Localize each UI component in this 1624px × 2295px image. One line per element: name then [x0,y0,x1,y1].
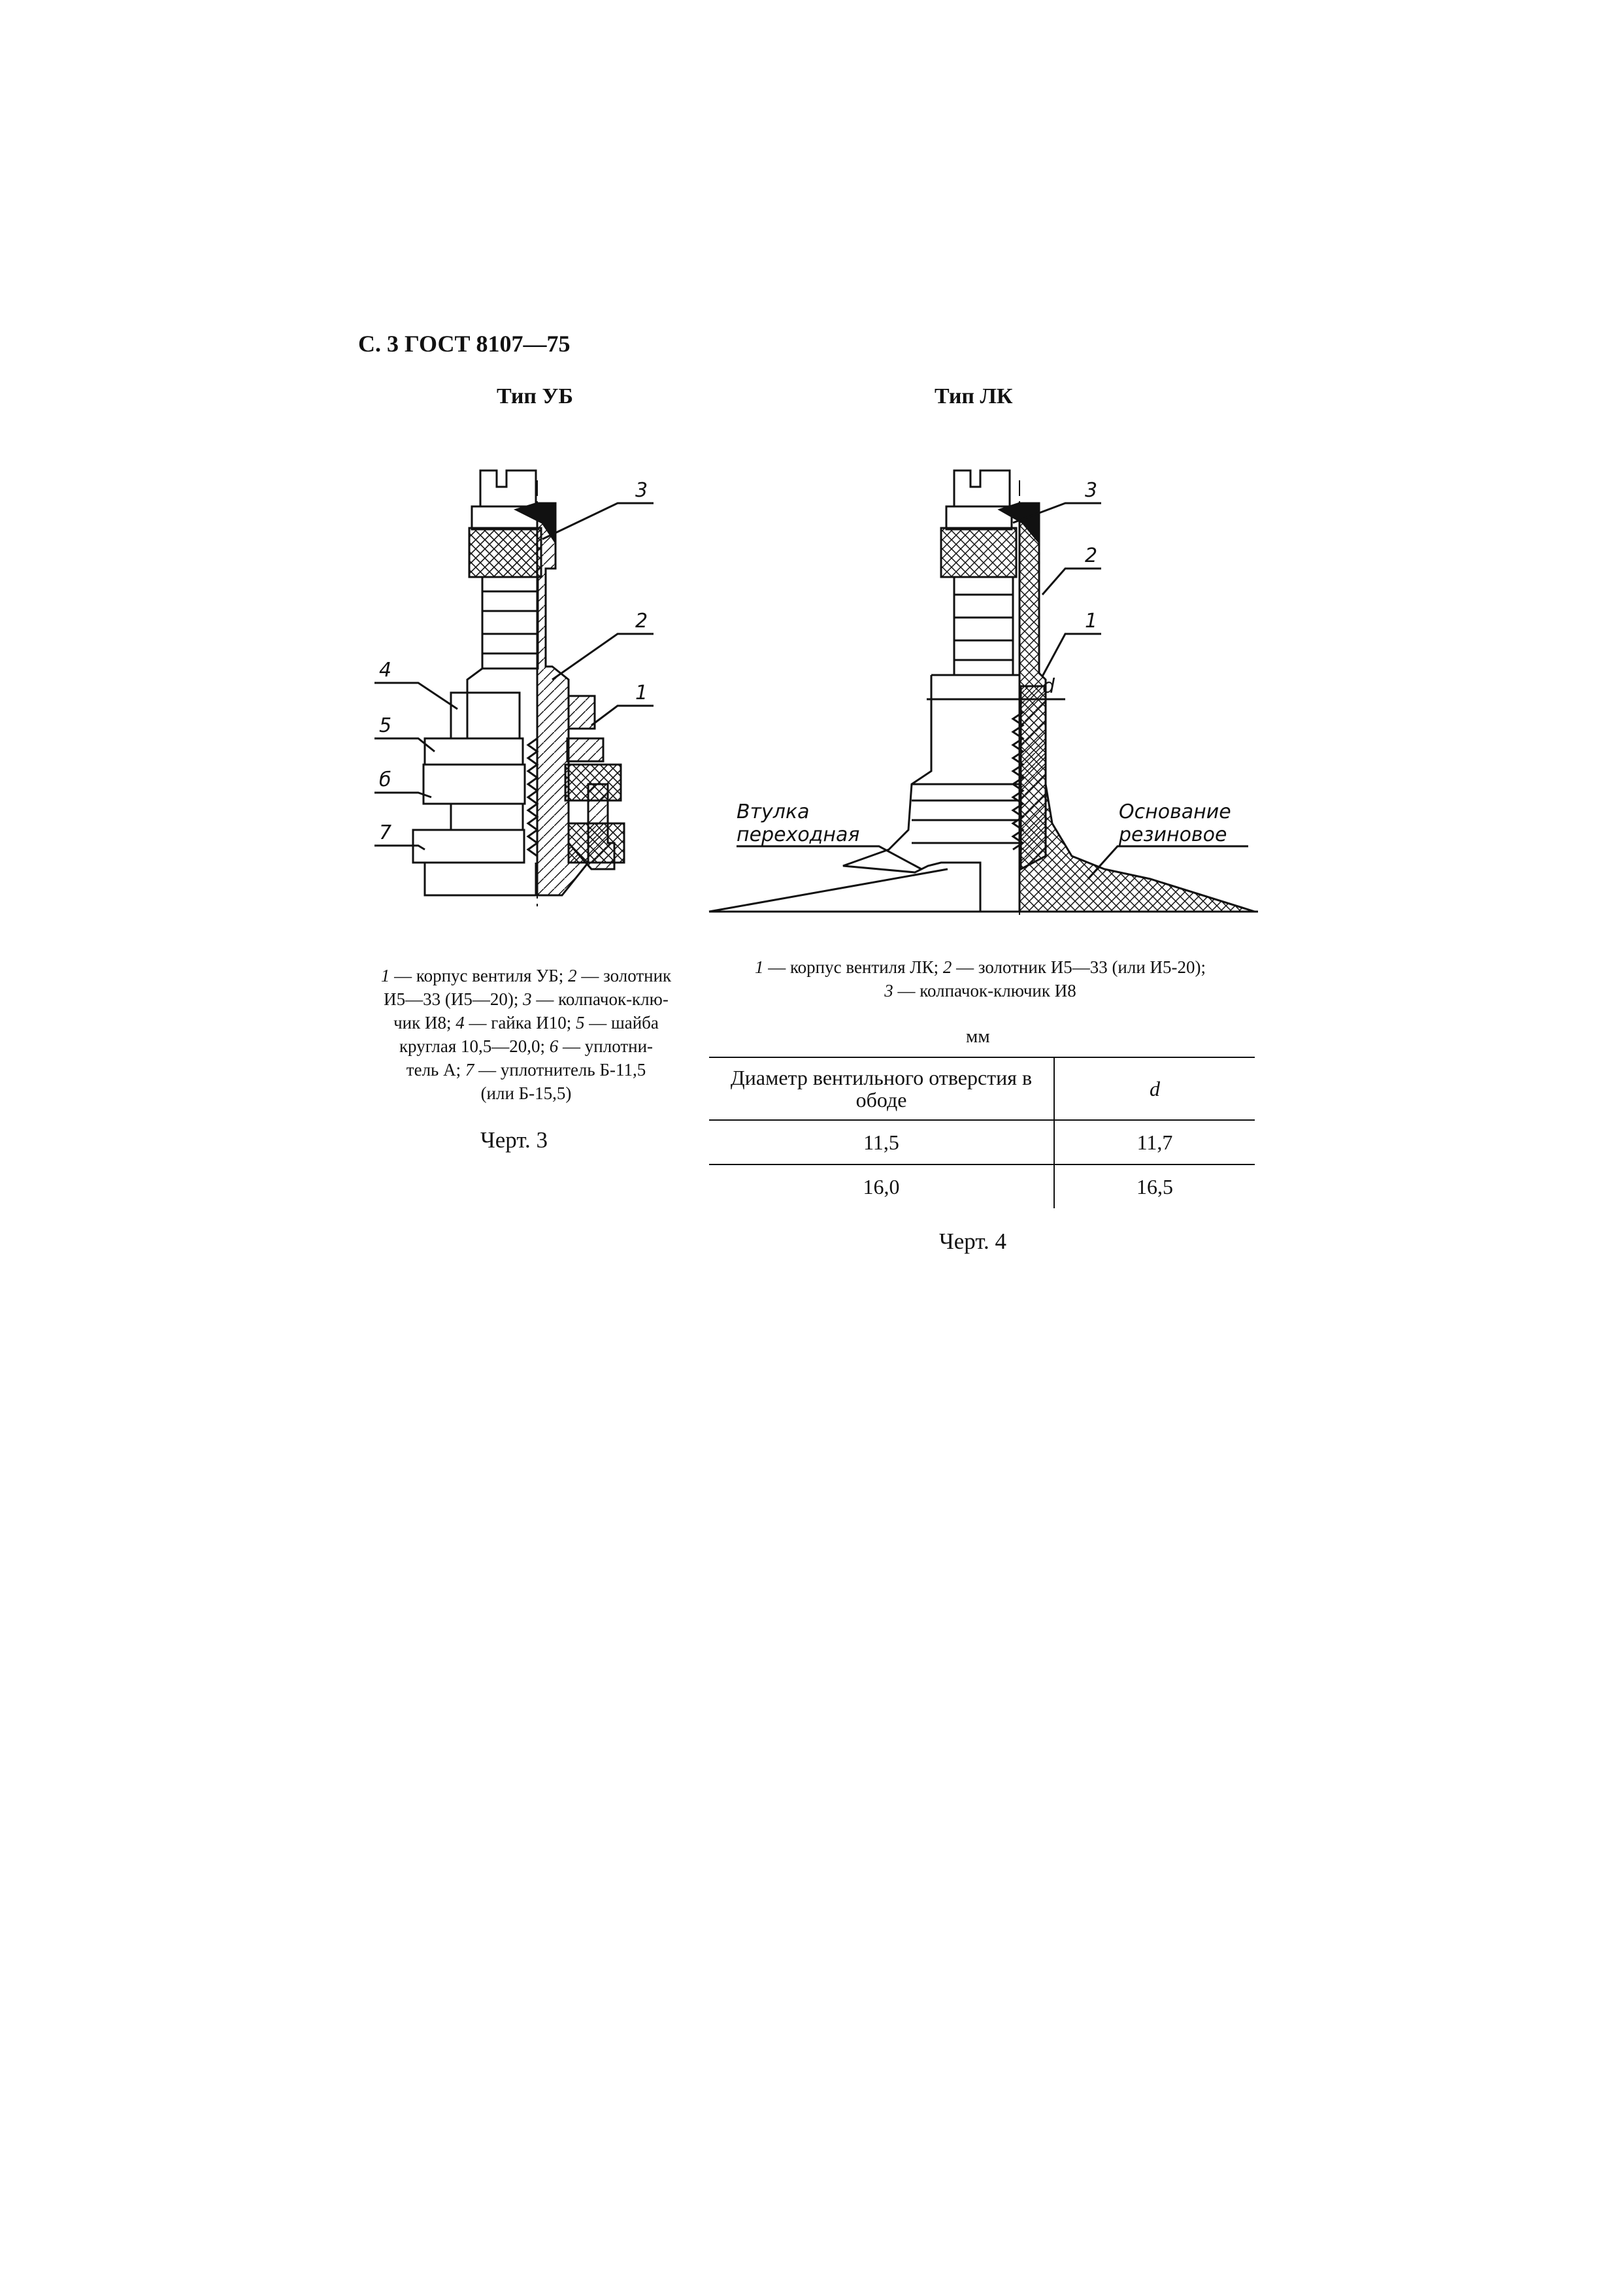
caption-item-number: 2 [942,957,952,977]
table-cell: 16,0 [709,1164,1054,1208]
label-bushing-line2: переходная [737,823,860,846]
caption-item-number: 5 [575,1013,585,1032]
callout-1-lk: 1 [1085,610,1098,633]
callout-5: 5 [379,714,392,737]
table-header-row [709,1057,1255,1120]
caption-text: круглая 10,5—20,0; [399,1036,550,1056]
caption-text: — шайба [584,1013,659,1032]
caption-item-number: 2 [568,966,577,985]
figure-4-label: Черт. 4 [939,1229,1006,1254]
callout-3-lk: 3 [1085,479,1098,502]
caption-line [366,964,686,987]
label-base-line2: резиновое [1119,823,1227,846]
callout-2: 2 [635,610,648,633]
callout-2-lk: 2 [1085,544,1098,567]
callout-4: 4 [379,659,392,682]
caption-line [366,1011,686,1034]
caption-text: — гайка И10; [464,1013,576,1032]
caption-text: — золотник [576,966,672,985]
caption-item-number: 7 [465,1060,474,1080]
caption-text: — золотник И5—33 (или И5-20); [952,957,1206,977]
table-unit: мм [966,1026,990,1047]
caption-item-number: 3 [523,989,532,1009]
caption-line [725,979,1235,1002]
caption-text: — корпус вентиля УБ; [389,966,569,985]
label-base-line1: Основание [1119,801,1231,823]
dimension-d-label: d [1042,675,1055,698]
caption-line [725,955,1235,979]
caption-text: — колпачок-клю- [531,989,669,1009]
caption-item-number: 3 [884,981,893,1000]
caption-line [366,1034,686,1058]
caption-text: (или Б-15,5) [480,1083,572,1103]
table-cell: 11,7 [1136,1130,1173,1154]
dimensions-table [709,1057,1255,1208]
valve-ub-drawing [353,451,693,928]
callout-3: 3 [635,479,648,502]
caption-text: — корпус вентиля ЛК; [763,957,943,977]
figure-3-caption [366,964,686,1105]
table-row [709,1164,1255,1208]
figure-4-title: Тип ЛК [935,384,1013,408]
caption-text: — уплотнитель Б-11,5 [474,1060,646,1080]
figure-3-title: Тип УБ [497,384,573,408]
caption-item-number: 6 [549,1036,559,1056]
callout-7: 7 [379,821,392,844]
page-header: С. 3 ГОСТ 8107—75 [358,331,571,357]
caption-item-number: 1 [380,966,390,985]
valve-lk-drawing [706,451,1281,934]
caption-text: чик И8; [393,1013,456,1032]
caption-line [366,1081,686,1105]
table-cell: 16,5 [1136,1174,1173,1198]
caption-text: — колпачок-ключик И8 [893,981,1076,1000]
caption-text: — уплотни- [558,1036,654,1056]
table-header-diameter: Диаметр вентильного отверстия в ободе [709,1057,1054,1120]
caption-line [366,987,686,1011]
callout-1: 1 [635,682,648,704]
caption-line [366,1058,686,1081]
caption-text: И5—33 (И5—20); [384,989,523,1009]
table-row [709,1120,1255,1164]
label-bushing-line1: Втулка [737,801,810,823]
table-header-d: d [1150,1076,1160,1100]
caption-item-number: 1 [754,957,764,977]
figure-4-caption [725,955,1235,1002]
caption-text: тель А; [406,1060,465,1080]
figure-3-label: Черт. 3 [480,1127,548,1153]
caption-item-number: 4 [456,1013,465,1032]
callout-6: б [379,768,391,791]
table-cell: 11,5 [709,1120,1054,1164]
